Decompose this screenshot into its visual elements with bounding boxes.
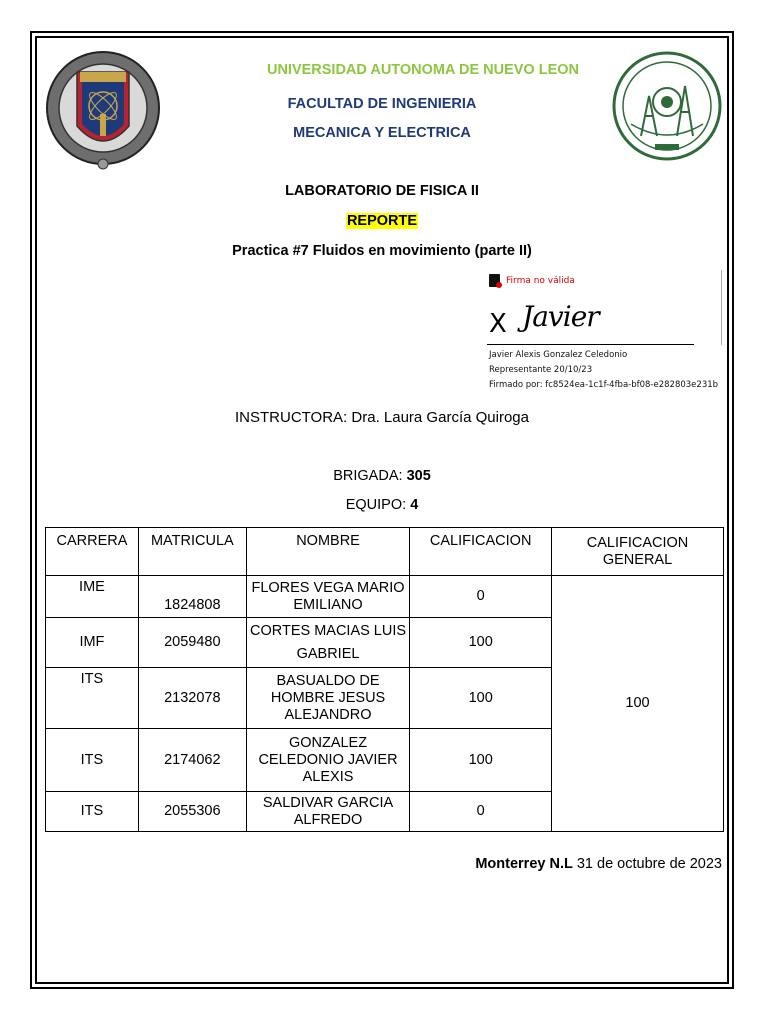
table-header-row <box>46 528 724 576</box>
cell-calificacion: 100 <box>410 618 552 668</box>
signature-divider <box>721 270 722 345</box>
cell-nombre: GONZALEZ CELEDONIO JAVIER ALEXIS <box>246 729 410 792</box>
cell-calificacion-general: 100 <box>552 576 724 832</box>
signature-script: Javier <box>522 300 599 333</box>
cell-nombre: BASUALDO DE HOMBRE JESUS ALEJANDRO <box>246 668 410 729</box>
place-date <box>475 856 722 872</box>
cell-calificacion: 100 <box>410 668 552 729</box>
instructor: INSTRUCTORA: Dra. Laura García Quiroga <box>235 409 529 426</box>
cell-matricula: 1824808 <box>138 576 246 618</box>
cell-calificacion: 0 <box>410 576 552 618</box>
cell-matricula: 2132078 <box>138 668 246 729</box>
team-label: EQUIPO: <box>345 497 411 513</box>
team-value: 4 <box>410 497 419 513</box>
signature-warning-text: Firma no válida <box>506 276 575 286</box>
header-carrera: CARRERA <box>46 528 139 576</box>
team <box>35 497 729 513</box>
report-label <box>35 213 729 229</box>
cell-carrera: ITS <box>46 729 139 792</box>
cell-matricula: 2055306 <box>138 792 246 832</box>
cell-nombre: FLORES VEGA MARIO EMILIANO <box>246 576 410 618</box>
faculty-name-line2: MECANICA Y ELECTRICA <box>293 125 471 141</box>
brigade <box>35 468 729 484</box>
cell-matricula: 2174062 <box>138 729 246 792</box>
signer-role-date: Representante 20/10/23 <box>489 365 593 375</box>
cell-carrera: IME <box>46 576 139 618</box>
header-matricula: MATRICULA <box>138 528 246 576</box>
signature-x: X <box>489 309 507 339</box>
brigade-value: 305 <box>406 468 431 484</box>
university-name: UNIVERSIDAD AUTONOMA DE NUEVO LEON <box>266 62 580 78</box>
practice-title: Practica #7 Fluidos en movimiento (parte II) <box>232 243 532 259</box>
signature-warning <box>489 274 575 287</box>
header-nombre: NOMBRE <box>246 528 410 576</box>
header-calificacion-general: CALIFICACION GENERAL <box>552 528 724 576</box>
cell-carrera: ITS <box>46 668 139 729</box>
table-row <box>46 576 724 618</box>
cell-matricula: 2059480 <box>138 618 246 668</box>
date: 31 de octubre de 2023 <box>572 856 722 872</box>
cell-calificacion: 100 <box>410 729 552 792</box>
place: Monterrey N.L <box>475 856 573 872</box>
report-highlight: REPORTE <box>346 213 418 229</box>
signed-by: Firmado por: fc8524ea-1c1f-4fba-bf08-e282803e231b <box>489 380 719 390</box>
grades-table <box>45 527 724 832</box>
signer-name: Javier Alexis Gonzalez Celedonio <box>489 350 628 360</box>
signature-line <box>487 344 694 345</box>
cell-nombre: SALDIVAR GARCIA ALFREDO <box>246 792 410 832</box>
header-calificacion: CALIFICACION <box>410 528 552 576</box>
cell-calificacion: 0 <box>410 792 552 832</box>
lab-title: LABORATORIO DE FISICA II <box>285 183 479 199</box>
brigade-label: BRIGADA: <box>333 468 407 484</box>
faculty-name: FACULTAD DE INGENIERIA <box>287 96 477 112</box>
cell-nombre: CORTES MACIAS LUIS GABRIEL <box>246 618 410 668</box>
cell-carrera: ITS <box>46 792 139 832</box>
invalid-signature-icon <box>489 274 500 287</box>
cell-carrera: IMF <box>46 618 139 668</box>
